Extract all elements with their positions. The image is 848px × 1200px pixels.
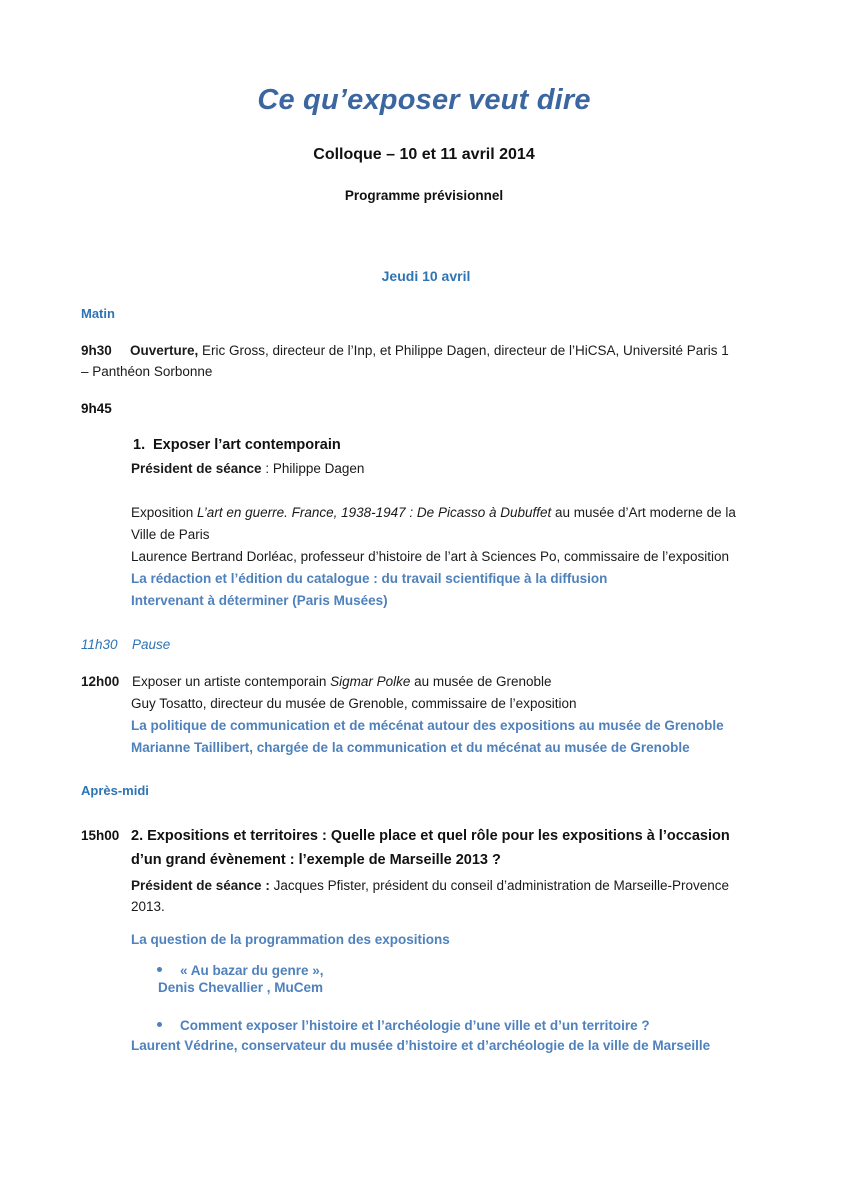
session2-heading bbox=[81, 828, 730, 844]
session2-topic: La question de la programmation des expositions bbox=[131, 932, 450, 947]
session1-speaker: Laurence Bertrand Dorléac, professeur d’histoire de l’art à Sciences Po, commissaire de l’exposition bbox=[131, 549, 730, 564]
exhibition-line2: Ville de Paris bbox=[131, 527, 210, 542]
session2-title-line1: 2. Expositions et territoires : Quelle place et quel rôle pour les expositions à l’occasion bbox=[131, 828, 730, 844]
session1-title: Exposer l’art contemporain bbox=[153, 437, 341, 453]
president-value: : Philippe Dagen bbox=[261, 461, 365, 476]
noon-text-suffix: au musée de Grenoble bbox=[410, 674, 552, 689]
item-title: Comment exposer l’histoire et l’archéologie d’une ville et d’un territoire ? bbox=[180, 1018, 650, 1033]
noon-time: 12h00 bbox=[81, 674, 120, 689]
session1-number: 1. bbox=[133, 437, 146, 453]
session1-time: 9h45 bbox=[81, 401, 112, 416]
morning-label: Matin bbox=[81, 306, 115, 321]
session2-president bbox=[131, 878, 729, 893]
program-label: Programme prévisionnel bbox=[344, 188, 504, 203]
colloquium-dates: Colloque – 10 et 11 avril 2014 bbox=[313, 146, 535, 163]
session2-time: 15h00 bbox=[81, 828, 120, 843]
pause-entry bbox=[81, 637, 170, 652]
opening-text: Eric Gross, directeur de l’Inp, et Philippe Dagen, directeur de l’HiCSA, Université Paris 1 bbox=[198, 343, 729, 358]
opening-time: 9h30 bbox=[81, 343, 112, 358]
noon-entry bbox=[81, 674, 552, 689]
session2-title-line2: d’un grand évènement : l’exemple de Marseille 2013 ? bbox=[131, 852, 501, 868]
session2-president-line2: 2013. bbox=[131, 899, 165, 914]
noon-artist: Sigmar Polke bbox=[330, 674, 411, 689]
noon-text-prefix: Exposer un artiste contemporain bbox=[132, 674, 331, 689]
list-item bbox=[157, 963, 324, 978]
pause-time: 11h30 bbox=[81, 637, 118, 652]
noon-speaker: Guy Tosatto, directeur du musée de Grenoble, commissaire de l’exposition bbox=[131, 696, 577, 711]
session1-heading bbox=[133, 437, 341, 453]
president-label: Président de séance bbox=[131, 461, 262, 476]
session1-president bbox=[131, 461, 364, 476]
opening-text-line2: – Panthéon Sorbonne bbox=[81, 364, 213, 379]
pause-label: Pause bbox=[132, 637, 171, 652]
item-speaker: Laurent Védrine, conservateur du musée d’histoire et d’archéologie de la ville de Marseille bbox=[131, 1038, 711, 1053]
noon-talk-speaker: Marianne Taillibert, chargée de la communication et du mécénat au musée de Grenoble bbox=[131, 740, 690, 755]
list-item bbox=[157, 1018, 650, 1033]
opening-entry bbox=[81, 343, 729, 358]
exhibition-line bbox=[131, 505, 736, 520]
document-title: Ce qu’exposer veut dire bbox=[257, 84, 591, 116]
item-speaker: Denis Chevallier , MuCem bbox=[158, 980, 324, 995]
bullet-icon bbox=[157, 967, 162, 972]
item-title: « Au bazar du genre », bbox=[180, 963, 324, 978]
bullet-icon bbox=[157, 1022, 162, 1027]
president-label: Président de séance : bbox=[131, 878, 270, 893]
session1-talk-speaker: Intervenant à déterminer (Paris Musées) bbox=[131, 593, 388, 608]
session1-talk-title: La rédaction et l’édition du catalogue : du travail scientifique à la diffusion bbox=[131, 571, 608, 586]
exhibition-prefix: Exposition bbox=[131, 505, 198, 520]
president-value: Jacques Pfister, président du conseil d’administration de Marseille-Provence bbox=[269, 878, 730, 893]
exhibition-suffix: au musée d’Art moderne de la bbox=[551, 505, 736, 520]
noon-talk-title: La politique de communication et de mécénat autour des expositions au musée de Grenoble bbox=[131, 718, 724, 733]
opening-title: Ouverture, bbox=[130, 343, 199, 358]
afternoon-label: Après-midi bbox=[81, 783, 149, 798]
day-heading: Jeudi 10 avril bbox=[381, 268, 471, 284]
exhibition-title: L’art en guerre. France, 1938-1947 : De Picasso à Dubuffet bbox=[197, 505, 552, 520]
